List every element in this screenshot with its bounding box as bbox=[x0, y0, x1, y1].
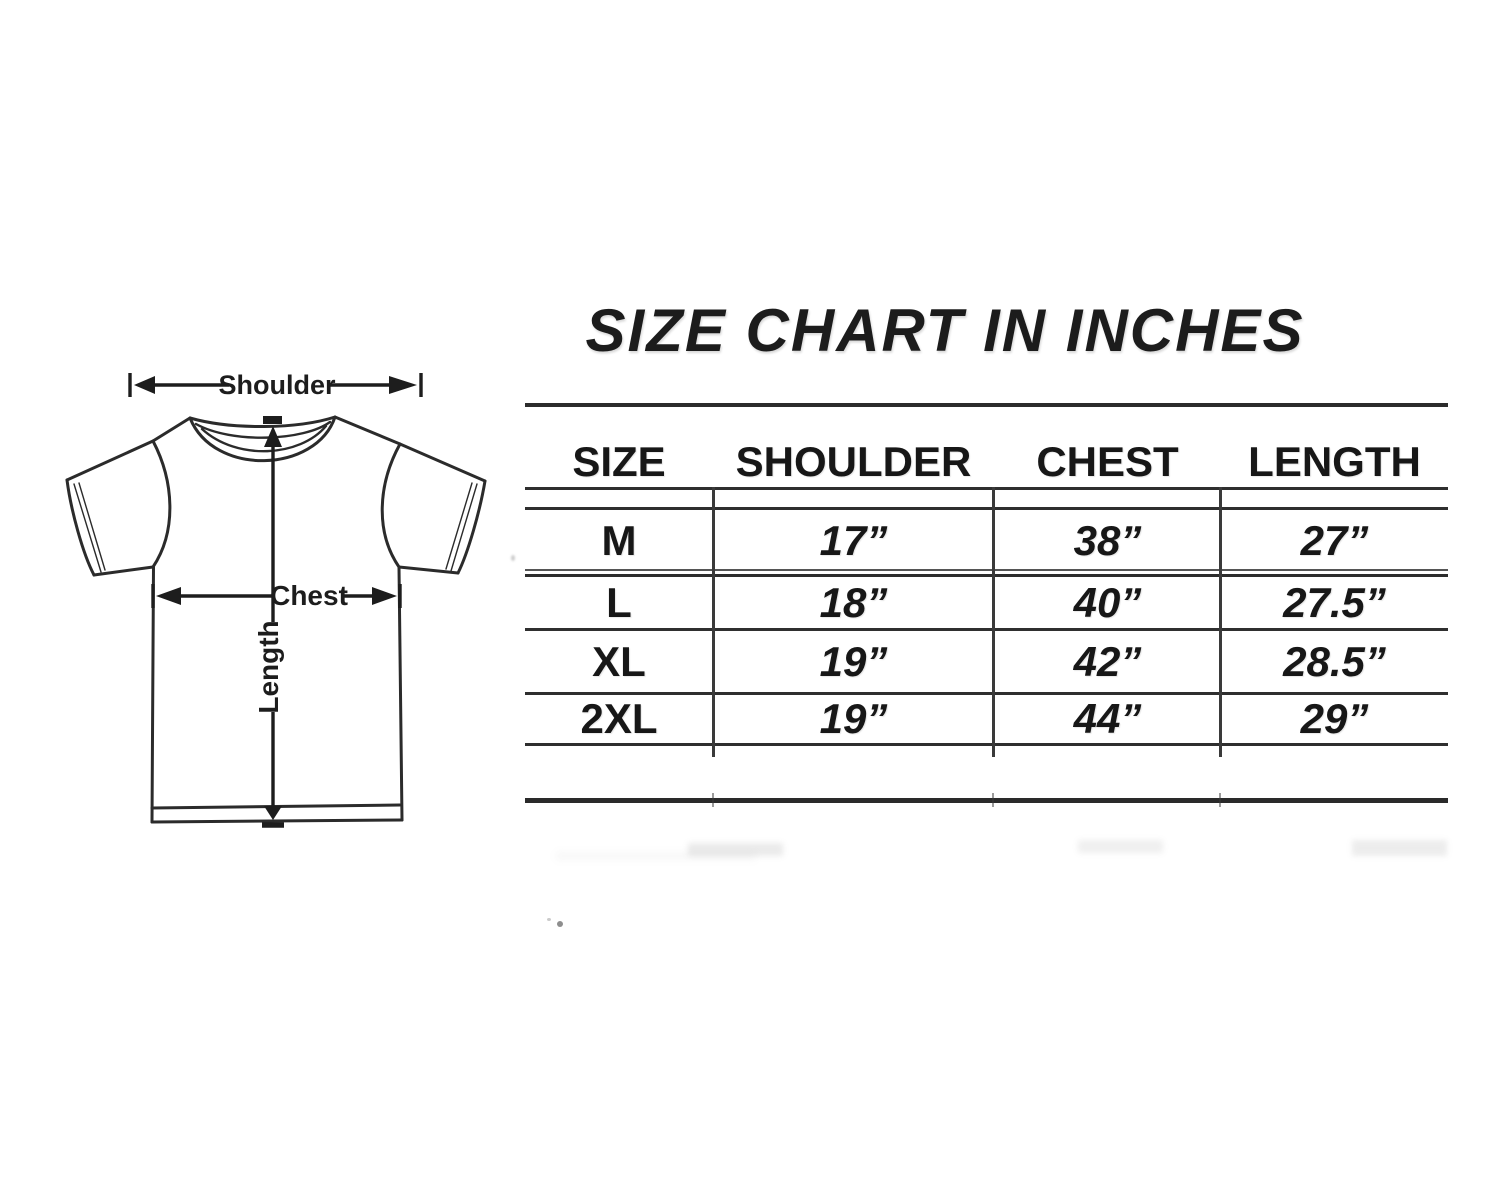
table-header-chest: CHEST bbox=[1036, 438, 1179, 485]
collar-terminal-bar bbox=[263, 416, 282, 424]
length-measure-label: Length bbox=[253, 620, 284, 714]
divider-stub-3 bbox=[1219, 793, 1221, 807]
table-cell-size-2xl: 2XL bbox=[580, 695, 658, 742]
table-rule-top bbox=[525, 403, 1448, 407]
scan-speck-1 bbox=[557, 921, 563, 927]
scan-speck-3 bbox=[511, 555, 515, 561]
table-cell-size-xl: XL bbox=[592, 638, 646, 685]
table-rule-heavy-bottom bbox=[525, 798, 1448, 803]
table-cell-length-l: 27.5” bbox=[1283, 579, 1386, 626]
table-rule-spacer bbox=[525, 507, 1448, 510]
divider-stub-1 bbox=[712, 793, 714, 807]
shoulder-measure-label: Shoulder bbox=[218, 370, 336, 400]
table-cell-chest-2xl: 44” bbox=[1073, 695, 1142, 742]
table-cell-shoulder-l: 18” bbox=[819, 579, 888, 626]
table-cell-shoulder-2xl: 19” bbox=[819, 695, 888, 742]
scan-ghost-2 bbox=[1078, 840, 1163, 853]
divider-stub-2 bbox=[992, 793, 994, 807]
table-cell-chest-m: 38” bbox=[1073, 517, 1142, 564]
table-cell-shoulder-xl: 19” bbox=[819, 638, 888, 685]
table-header-shoulder: SHOULDER bbox=[735, 438, 972, 485]
scan-ghost-3 bbox=[1352, 840, 1447, 856]
chest-measure-label: Chest bbox=[270, 580, 348, 611]
scan-ghost-4 bbox=[556, 852, 756, 860]
table-cell-size-m: M bbox=[601, 517, 637, 564]
table-header-size: SIZE bbox=[572, 438, 666, 485]
table-cell-size-l: L bbox=[606, 579, 632, 626]
table-cell-chest-xl: 42” bbox=[1073, 638, 1142, 685]
table-header-length: LENGTH bbox=[1248, 438, 1421, 485]
size-chart-title: SIZE CHART IN INCHES bbox=[585, 296, 1305, 364]
table-cell-chest-l: 40” bbox=[1073, 579, 1142, 626]
table-cell-length-m: 27” bbox=[1300, 517, 1369, 564]
tshirt-outline bbox=[67, 417, 485, 822]
table-cell-length-xl: 28.5” bbox=[1283, 638, 1386, 685]
scan-speck-2 bbox=[547, 918, 551, 921]
table-cell-length-2xl: 29” bbox=[1300, 695, 1369, 742]
table-cell-shoulder-m: 17” bbox=[819, 517, 888, 564]
